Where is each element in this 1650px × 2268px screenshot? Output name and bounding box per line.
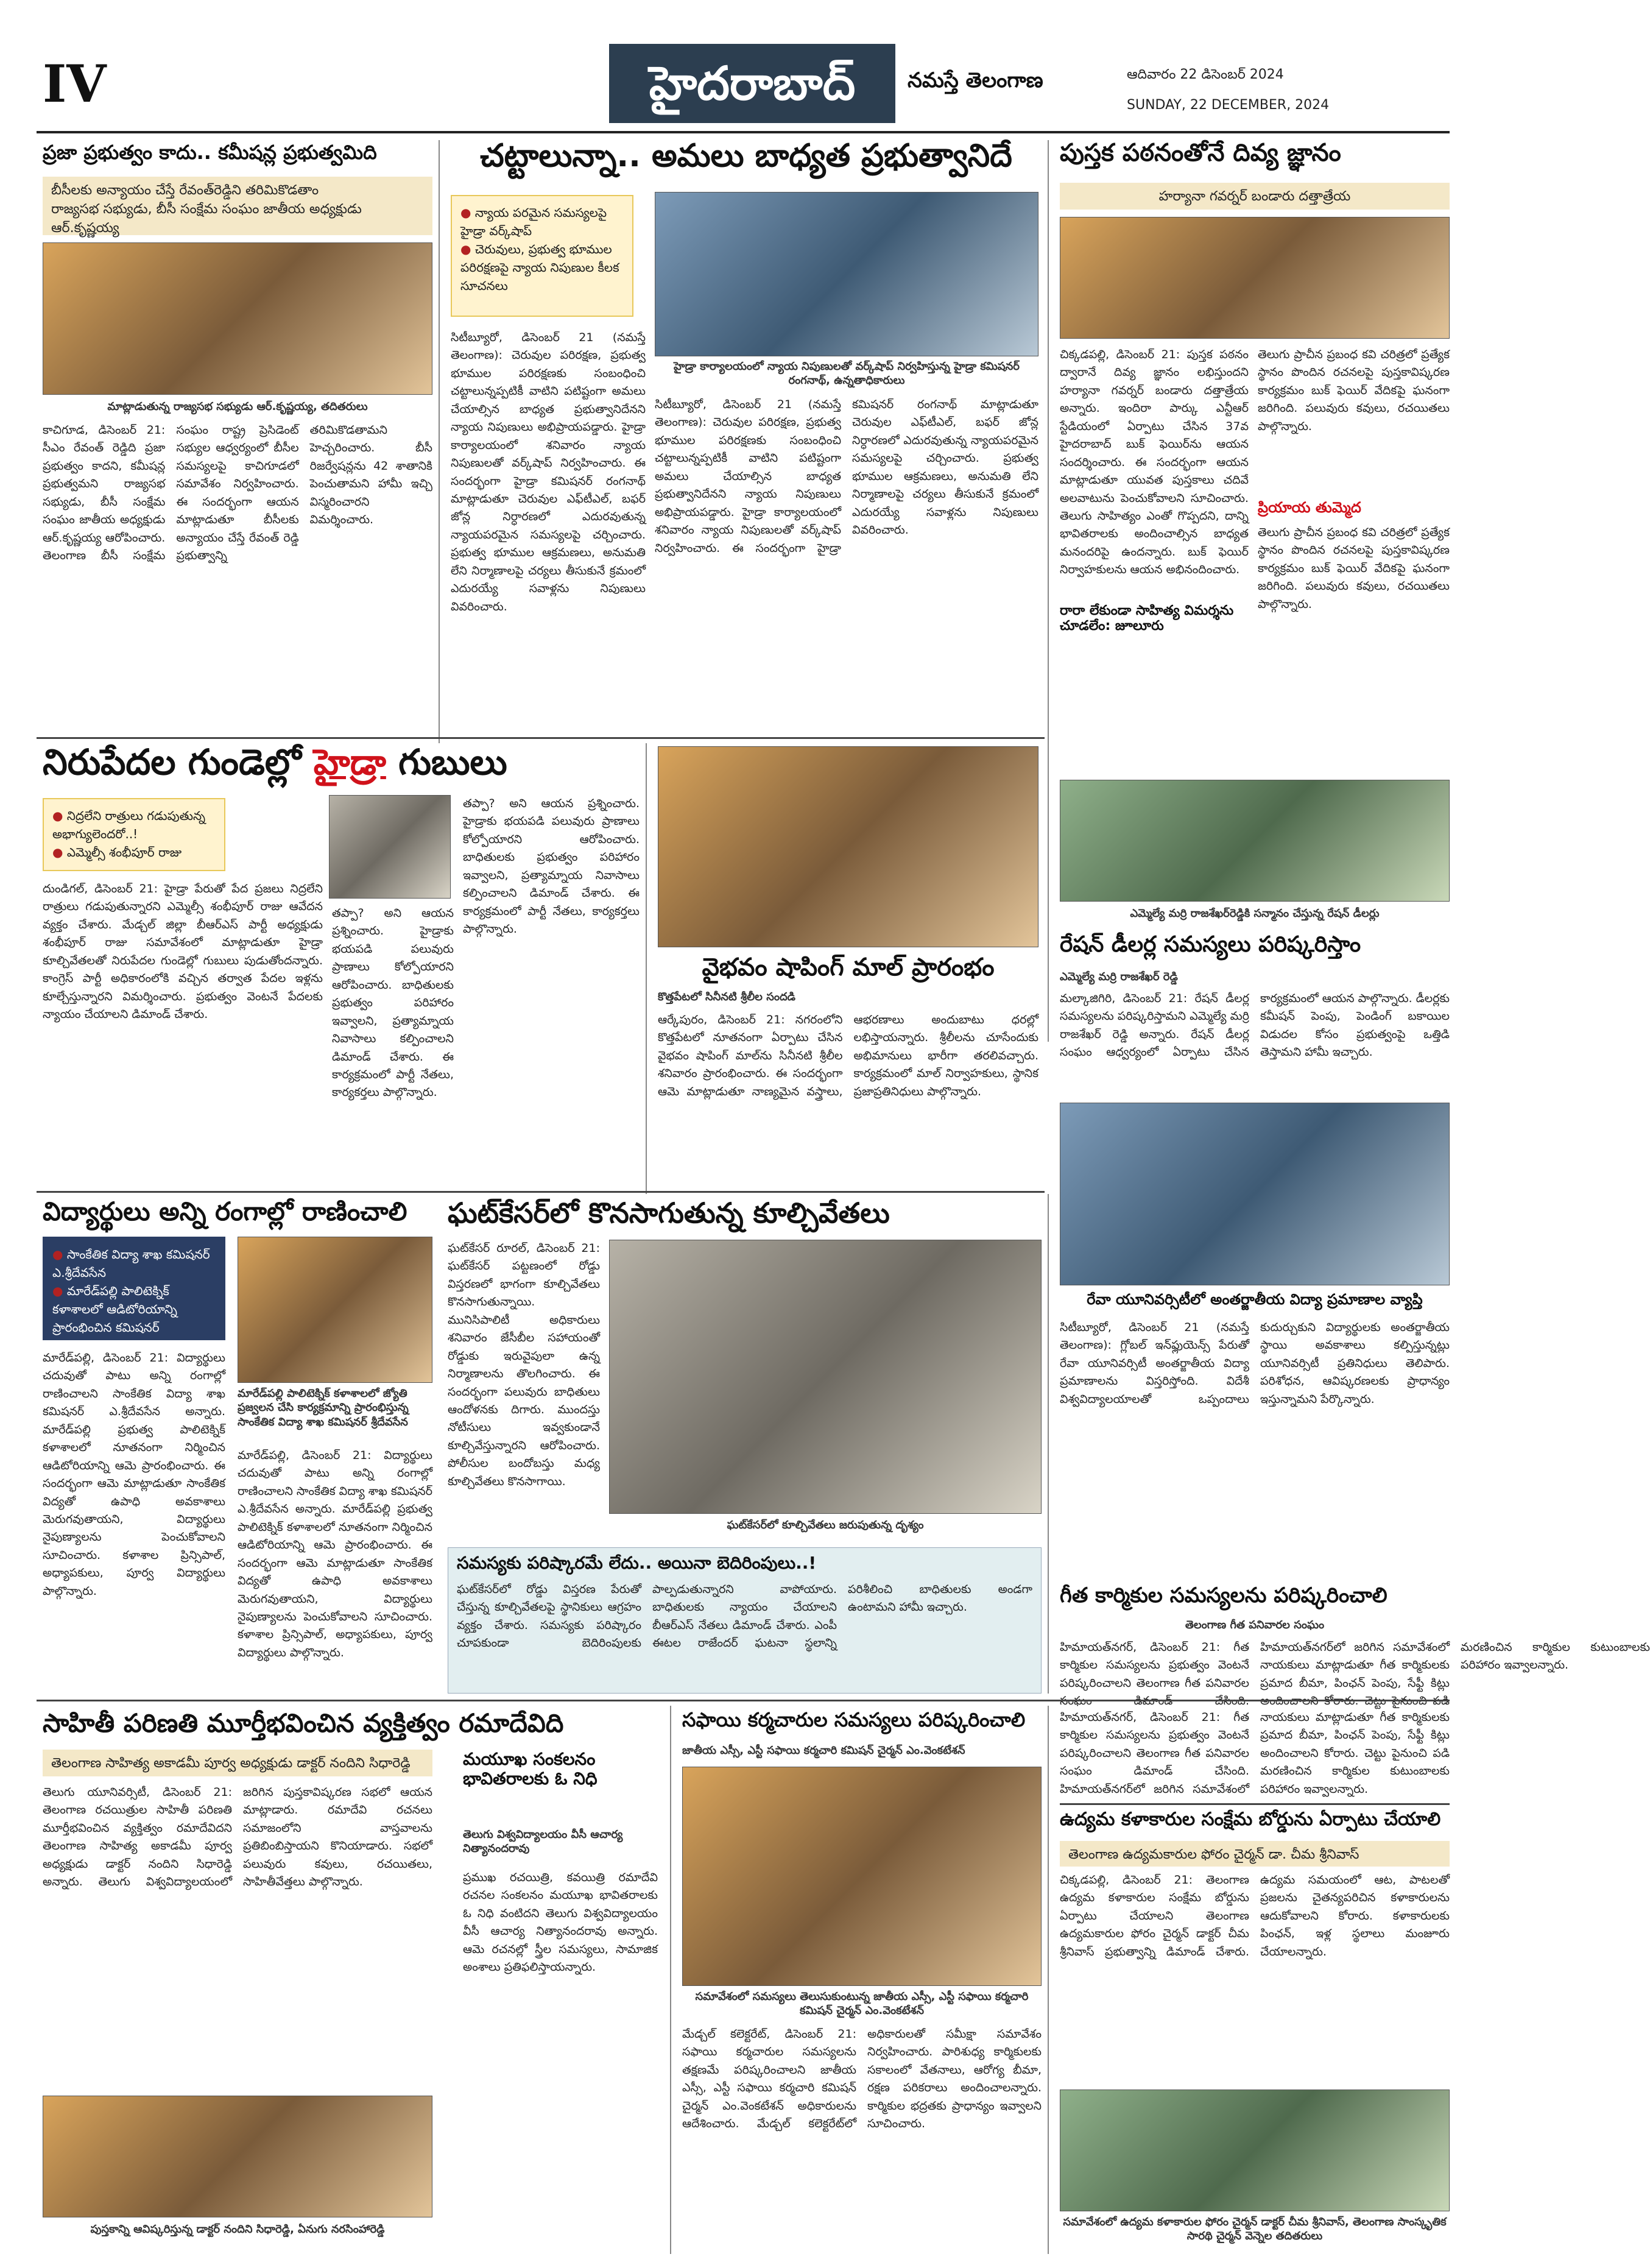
date-english: SUNDAY, 22 DECEMBER, 2024	[1127, 97, 1330, 113]
story4-body-cont: తప్పా? అని ఆయన ప్రశ్నించారు. హైడ్రాకు భయపడి పలువురు ప్రాణాలు కోల్పోయారని ఆరోపించారు. బాధితులకు ప్రభుత్వం పరిహారం ఇవ్వాలని, ప్రత్యామ్నాయ నివాసాలు కల్పించాలని డిమాండ్ చేశారు. ఈ కార్యక్రమంలో పార్టీ నేతలు, కార్యకర్తలు పాల్గొన్నారు.	[332, 906, 454, 1100]
story12-side-body: ప్రముఖ రచయిత్రి, కవయిత్రి రమాదేవి రచనల సంకలనం మయూఖ భావితరాలకు ఓ నిధి వంటిదని తెలుగు విశ్వవిద్యాలయం వీసీ ఆచార్య నిత్యానందరావు అన్నారు. ఆమె రచనల్లో స్త్రీల సమస్యలు, సామాజిక అంశాలు ప్రతిఫలిస్తాయన్నారు.	[463, 1871, 658, 1974]
story8-photo-caption: ఎమ్మెల్యే మర్రి రాజశేఖర్‌రెడ్డికి సన్మానం చేస్తున్న రేషన్ డీలర్లు	[1130, 907, 1380, 920]
story2-bullet: ● చెరువులు, ప్రభుత్వ భూముల పరిరక్షణపై న్యాయ నిపుణుల కీలక సూచనలు	[460, 240, 624, 295]
story6-photo	[238, 1237, 432, 1383]
story1-body: కాచిగూడ, డిసెంబర్ 21: సీఎం రేవంత్ రెడ్డిది ప్రజా ప్రభుత్వం కాదని, కమీషన్ల ప్రభుత్వమని రాజ్యసభ సభ్యుడు, బీసీ సంక్షేమ సంఘం జాతీయ అధ్యక్షుడు ఆర్.కృష్ణయ్య ఆరోపించారు. తెలంగాణ బీసీ సంక్షేమ సంఘం రాష్ట్ర ప్రెసిడెంట్ సభ్యుల ఆధ్వర్యంలో బీసీల సమస్యలపై కాచిగూడలో సమావేశం నిర్వహించారు. ఈ సందర్భంగా ఆయన మాట్లాడుతూ బీసీలకు అన్యాయం చేస్తే రేవంత్ రెడ్డి ప్రభుత్వాన్ని తరిమికొడతామని హెచ్చరించారు. బీసీ రిజర్వేషన్లను 42 శాతానికి పెంచుతామని హామీ ఇచ్చి విస్మరించారని విమర్శించారు.	[43, 423, 432, 563]
header-rule	[37, 131, 1450, 133]
page-number: IV	[43, 54, 107, 114]
story2-headline: చట్టాలున్నా.. అమలు బాధ్యత ప్రభుత్వానిదే	[480, 138, 1012, 174]
story11-photo	[1060, 2090, 1450, 2211]
story3-side2-title: ప్రియాయ తుమ్మెద	[1258, 499, 1361, 516]
story4-headline	[43, 743, 640, 790]
story2-bullet: ● న్యాయ పరమైన సమస్యలపై హైడ్రా వర్క్‌షాప్	[460, 203, 624, 240]
story9-body: సిటీబ్యూరో, డిసెంబర్ 21 (నమస్తే తెలంగాణ): గ్లోబల్ ఇన్‌ఫ్లుయెన్స్ పేరుతో రేవా యూనివర్సిటీ అంతర్జాతీయ విద్యా ప్రమాణాలను విస్తరిస్తోంది. విదేశీ విశ్వవిద్యాలయాలతో ఒప్పందాలు కుదుర్చుకుని విద్యార్థులకు అంతర్జాతీయ స్థాయి అవకాశాలు కల్పిస్తున్నట్లు యూనివర్సిటీ ప్రతినిధులు తెలిపారు. పరిశోధన, ఆవిష్కరణలకు ప్రాధాన్యం ఇస్తున్నామని పేర్కొన్నారు.	[1060, 1321, 1450, 1406]
story12-photo	[43, 2096, 432, 2217]
story6-headline: విద్యార్థులు అన్ని రంగాల్లో రాణించాలి	[43, 1196, 407, 1226]
story5-headline: వైభవం షాపింగ్ మాల్ ప్రారంభం	[702, 953, 995, 981]
story3-body: చిక్కడపల్లి, డిసెంబర్ 21: పుస్తక పఠనం ద్వారానే దివ్య జ్ఞానం లభిస్తుందని హర్యానా గవర్నర్ బండారు దత్తాత్రేయ అన్నారు. ఇందిరా పార్కు ఎన్టీఆర్ స్టేడియంలో ఏర్పాటు చేసిన 37వ హైదరాబాద్ బుక్ ఫెయిర్‌ను ఆయన సందర్శించారు. ఈ సందర్భంగా ఆయన మాట్లాడుతూ యువత పుస్తకాలు చదివే అలవాటును పెంచుకోవాలని సూచించారు. తెలుగు సాహిత్యం ఎంతో గొప్పదని, దాన్ని భావితరాలకు అందించాల్సిన బాధ్యత మనందరిపై ఉందన్నారు. బుక్ ఫెయిర్ నిర్వాహకులను ఆయన అభినందించారు.	[1060, 348, 1249, 577]
story9-caption: రేవా యూనివర్సిటీలో అంతర్జాతీయ విద్యా ప్రమాణాల వ్యాప్తి	[1087, 1291, 1423, 1308]
story6-bullet: ● సాంకేతిక విద్యా శాఖ కమిషనర్ ఎ.శ్రీదేవసేన	[52, 1245, 216, 1282]
story3-body-cont: తెలుగు ప్రాచీన ప్రబంధ కవి చరిత్రలో ప్రత్యేక స్థానం పొందిన రచనలపై పుస్తకావిష్కరణ కార్యక్రమం బుక్ ఫెయిర్ వేదికపై ఘనంగా జరిగింది. పలువురు కవులు, రచయితలు పాల్గొన్నారు.	[1258, 348, 1450, 433]
story10-sub: తెలంగాణ గీత పనివారల సంఘం	[1185, 1619, 1325, 1631]
story6-caption: మారేడ్‌పల్లి పాలిటెక్నిక్ కళాశాలలో జ్యోతి ప్రజ్వలన చేసి కార్యక్రమాన్ని ప్రారంభిస్తున్న సాంకేతిక విద్యా శాఖ కమిషనర్ శ్రీదేవసేన	[238, 1387, 409, 1429]
story4-body2: తప్పా? అని ఆయన ప్రశ్నించారు. హైడ్రాకు భయపడి పలువురు ప్రాణాలు కోల్పోయారని ఆరోపించారు. బాధితులకు ప్రభుత్వం పరిహారం ఇవ్వాలని, ప్రత్యామ్నాయ నివాసాలు కల్పించాలని డిమాండ్ చేశారు. ఈ కార్యక్రమంలో పార్టీ నేతలు, కార్యకర్తలు పాల్గొన్నారు.	[463, 797, 640, 936]
story13-sub: జాతీయ ఎస్సీ, ఎస్టీ సఫాయి కర్మచారి కమిషన్ చైర్మన్ ఎం.వెంకటేశన్	[682, 1744, 965, 1757]
story7-photo	[609, 1240, 1042, 1514]
story4-body: దుండిగల్, డిసెంబర్ 21: హైడ్రా పేరుతో పేద ప్రజలు నిద్రలేని రాత్రులు గడుపుతున్నారని ఎమ్మెల్సీ శంభీపూర్ రాజు ఆవేదన వ్యక్తం చేశారు. మేడ్చల్ జిల్లా బీఆర్ఎస్ పార్టీ అధ్యక్షుడు శంభీపూర్ రాజు సమావేశంలో మాట్లాడుతూ హైడ్రా కూల్చివేతలతో నిరుపేదల గుండెల్లో గుబులు పుడుతోందన్నారు. కాంగ్రెస్ పార్టీ అధికారంలోకి వచ్చిన తర్వాత పేదల ఇళ్లను కూల్చేస్తున్నారని విమర్శించారు. ప్రభుత్వం వెంటనే పేదలకు న్యాయం చేయాలని డిమాండ్ చేశారు.	[43, 882, 323, 1022]
story13-caption: సమావేశంలో సమస్యలు తెలుసుకుంటున్న జాతీయ ఎస్సీ, ఎస్టీ సఫాయి కర్మచారి కమిషన్ చైర్మన్ ఎం.వెంకటేశన్	[695, 1990, 1029, 2018]
story12-body: తెలుగు యూనివర్సిటీ, డిసెంబర్ 21: తెలంగాణ రచయిత్రుల సాహితీ పరిణతి మూర్తీభవించిన వ్యక్తిత్వం రమాదేవిదని తెలంగాణ సాహిత్య అకాడమీ పూర్వ అధ్యక్షుడు డాక్టర్ నందిని సిధారెడ్డి అన్నారు. తెలుగు విశ్వవిద్యాలయంలో జరిగిన పుస్తకావిష్కరణ సభలో ఆయన మాట్లాడారు. రమాదేవి రచనలు సమాజంలోని వాస్తవాలను ప్రతిబింబిస్తాయని కొనియాడారు. సభలో పలువురు కవులు, రచయితలు, సాహితీవేత్తలు పాల్గొన్నారు.	[43, 1786, 432, 1889]
story12-side-title: మయూఖ సంకలనం భావితరాలకు ఓ నిధి	[463, 1749, 598, 1789]
story5-photo	[658, 746, 1038, 947]
column-rule	[646, 743, 647, 1194]
story4-headline-part1: నిరుపేదల గుండెల్లో	[43, 741, 301, 783]
story1-photo	[43, 242, 432, 395]
section-rule	[37, 1191, 1045, 1193]
column-rule	[1048, 1194, 1049, 1694]
story2-body-cont: సిటీబ్యూరో, డిసెంబర్ 21 (నమస్తే తెలంగాణ): చెరువుల పరిరక్షణ, ప్రభుత్వ భూముల పరిరక్షణకు సంబంధించి చట్టాలున్నప్పటికీ వాటిని పటిష్టంగా అమలు చేయాల్సిన బాధ్యత ప్రభుత్వానిదేనని న్యాయ నిపుణులు అభిప్రాయపడ్డారు. హైడ్రా కార్యాలయంలో శనివారం న్యాయ నిపుణులతో వర్క్‌షాప్ నిర్వహించారు. ఈ సందర్భంగా హైడ్రా కమిషనర్ రంగనాథ్ మాట్లాడుతూ చెరువుల ఎఫ్‌టీఎల్, బఫర్ జోన్ల నిర్ధారణలో ఎదురవుతున్న న్యాయపరమైన సమస్యలపై చర్చించారు. ప్రభుత్వ భూముల ఆక్రమణలు, అనుమతి లేని నిర్మాణాలపై చర్యలు తీసుకునే క్రమంలో ఎదురయ్యే సవాళ్లను నిపుణులు వివరించారు.	[655, 398, 1038, 555]
story8-body: మల్కాజిగిరి, డిసెంబర్ 21: రేషన్ డీలర్ల సమస్యలను పరిష్కరిస్తామని ఎమ్మెల్యే మర్రి రాజశేఖర్ రెడ్డి అన్నారు. రేషన్ డీలర్ల సంఘం ఆధ్వర్యంలో ఏర్పాటు చేసిన కార్యక్రమంలో ఆయన పాల్గొన్నారు. డీలర్లకు కమీషన్ పెంపు, పెండింగ్ బకాయిల విడుదల కోసం ప్రభుత్వంపై ఒత్తిడి తెస్తామని హామీ ఇచ్చారు.	[1060, 992, 1450, 1059]
story2-body: సిటీబ్యూరో, డిసెంబర్ 21 (నమస్తే తెలంగాణ): చెరువుల పరిరక్షణ, ప్రభుత్వ భూముల పరిరక్షణకు సంబంధించి చట్టాలున్నప్పటికీ వాటిని పటిష్టంగా అమలు చేయాల్సిన బాధ్యత ప్రభుత్వానిదేనని న్యాయ నిపుణులు అభిప్రాయపడ్డారు. హైడ్రా కార్యాలయంలో శనివారం న్యాయ నిపుణులతో వర్క్‌షాప్ నిర్వహించారు. ఈ సందర్భంగా హైడ్రా కమిషనర్ రంగనాథ్ మాట్లాడుతూ చెరువుల ఎఫ్‌టీఎల్, బఫర్ జోన్ల నిర్ధారణలో ఎదురవుతున్న న్యాయపరమైన సమస్యలపై చర్చించారు. ప్రభుత్వ భూముల ఆక్రమణలు, అనుమతి లేని నిర్మాణాలపై చర్యలు తీసుకునే క్రమంలో ఎదురయ్యే సవాళ్లను నిపుణులు వివరించారు.	[451, 331, 646, 613]
story1-subheads	[43, 177, 432, 235]
story6-bullet: ● మారేడ్‌పల్లి పాలిటెక్నిక్ కళాశాలలో ఆడిటోరియాన్ని ప్రారంభించిన కమిషనర్	[52, 1282, 216, 1337]
story7-headline: ఘట్‌కేసర్‌లో కొనసాగుతున్న కూల్చివేతలు	[448, 1196, 890, 1229]
section-rule	[1060, 1803, 1450, 1805]
section-title: హైదరాబాద్	[609, 44, 895, 123]
story10-body: హిమాయత్‌నగర్, డిసెంబర్ 21: గీత కార్మికుల సమస్యలను ప్రభుత్వం వెంటనే పరిష్కరించాలని తెలంగాణ గీత పనివారల హిమాయత్‌నగర్‌లో జరిగిన సమావేశంలో నాయకులు మాట్లాడుతూ గీత కార్మికులకు ప్రమాద బీమా, పింఛన్ పెంపు, సేఫ్టీ కిట్లు మరణించిన కార్మికుల కుటుంబాలకు పరిహారం ఇవ్వాలన్నారు.	[1060, 1641, 1650, 1690]
column-rule	[439, 140, 440, 743]
story4-bullet: ● ఎమ్మెల్సీ శంభీపూర్ రాజు	[52, 843, 216, 861]
story10-headline: గీత కార్మికుల సమస్యలను పరిష్కరించాలి	[1060, 1583, 1387, 1608]
story6-bullets	[43, 1237, 225, 1340]
section-rule	[37, 1700, 1450, 1701]
story7-sub-body: ఘట్‌కేసర్‌లో రోడ్డు విస్తరణ పేరుతో చేస్తున్న కూల్చివేతలపై స్థానికులు ఆగ్రహం వ్యక్తం చేశారు. సమస్యకు పరిష్కారం చూపకుండా బెదిరింపులకు పాల్పడుతున్నారని వాపోయారు. బాధితులకు న్యాయం చేయాలని బీఆర్ఎస్ నేతలు డిమాండ్ చేశారు. ఎంపీ ఈటల రాజేందర్ ఘటనా స్థలాన్ని పరిశీలించి బాధితులకు అండగా ఉంటామని హామీ ఇచ్చారు.	[457, 1583, 1032, 1650]
story11-headline: ఉద్యమ కళాకారుల సంక్షేమ బోర్డును ఏర్పాటు చేయాలి	[1060, 1809, 1441, 1830]
column-rule	[1048, 1706, 1049, 2254]
column-rule	[1048, 140, 1049, 1042]
story4-headline-part2: గుబులు	[398, 741, 507, 783]
story3-side2-body: తెలుగు ప్రాచీన ప్రబంధ కవి చరిత్రలో ప్రత్యేక స్థానం పొందిన రచనలపై పుస్తకావిష్కరణ కార్యక్రమం బుక్ ఫెయిర్ వేదికపై ఘనంగా జరిగింది. పలువురు కవులు, రచయితలు పాల్గొన్నారు.	[1258, 526, 1450, 611]
story11-sub: తెలంగాణ ఉద్యమకారుల ఫోరం చైర్మన్ డా. చీమ శ్రీనివాస్	[1060, 1841, 1450, 1867]
story1-headline: ప్రజా ప్రభుత్వం కాదు.. కమీషన్ల ప్రభుత్వమిది	[43, 141, 377, 164]
story12-caption: పుస్తకాన్ని ఆవిష్కరిస్తున్న డాక్టర్ నందిని సిధారెడ్డి, ఏనుగు నరసింహారెడ్డి	[90, 2223, 385, 2236]
story13-headline: సఫాయి కర్మచారుల సమస్యలు పరిష్కరించాలి	[682, 1708, 1026, 1731]
story7-body: ఘట్‌కేసర్ రూరల్, డిసెంబర్ 21: ఘట్‌కేసర్ పట్టణంలో రోడ్డు విస్తరణలో భాగంగా కూల్చివేతలు కొనసాగుతున్నాయి. మునిసిపాలిటీ అధికారులు శనివారం జేసీబీల సహాయంతో రోడ్డుకు ఇరువైపులా ఉన్న నిర్మాణాలను తొలగించారు. ఈ సందర్భంగా పలువురు బాధితులు ఆందోళనకు దిగారు. ముందస్తు నోటీసులు ఇవ్వకుండానే కూల్చివేస్తున్నారని ఆరోపించారు. పోలీసుల బందోబస్తు మధ్య కూల్చివేతలు కొనసాగాయి.	[448, 1242, 600, 1488]
story7-caption: ఘట్‌కేసర్‌లో కూల్చివేతలు జరుపుతున్న దృశ్యం	[727, 1519, 924, 1531]
story3-sub: హర్యానా గవర్నర్ బండారు దత్తాత్రేయ	[1060, 183, 1450, 210]
story6-body-cont: మారేడ్‌పల్లి, డిసెంబర్ 21: విద్యార్థులు చదువుతో పాటు అన్ని రంగాల్లో రాణించాలని సాంకేతిక విద్యా శాఖ కమిషనర్ ఎ.శ్రీదేవసేన అన్నారు. మారేడ్‌పల్లి ప్రభుత్వ పాలిటెక్నిక్ కళాశాలలో నూతనంగా నిర్మించిన ఆడిటోరియాన్ని ఆమె ప్రారంభించారు. ఈ సందర్భంగా ఆమె మాట్లాడుతూ సాంకేతిక విద్యతో ఉపాధి అవకాశాలు మెరుగవుతాయని, విద్యార్థులు నైపుణ్యాలను పెంచుకోవాలని సూచించారు. కళాశాల ప్రిన్సిపాల్, అధ్యాపకులు, పూర్వ విద్యార్థులు పాల్గొన్నారు.	[238, 1449, 433, 1659]
story10-body-cont: హిమాయత్‌నగర్, డిసెంబర్ 21: గీత కార్మికుల సమస్యలను ప్రభుత్వం వెంటనే పరిష్కరించాలని తెలంగాణ గీత పనివారల సంఘం డిమాండ్ చేసింది. హిమాయత్‌నగర్‌లో జరిగిన సమావేశంలో నాయకులు మాట్లాడుతూ గీత కార్మికులకు ప్రమాద బీమా, పింఛన్ పెంపు, సేఫ్టీ కిట్లు అందించాలని కోరారు. చెట్టు పైనుంచి పడి మరణించిన కార్మికుల కుటుంబాలకు పరిహారం ఇవ్వాలన్నారు.	[1060, 1711, 1450, 1796]
story8-headline: రేషన్ డీలర్ల సమస్యలు పరిష్కరిస్తాం	[1060, 932, 1361, 957]
story4-portrait	[329, 795, 451, 899]
story5-body: ఆర్కేపురం, డిసెంబర్ 21: నగరంలోని కొత్తపేటలో నూతనంగా ఏర్పాటు చేసిన వైభవం షాపింగ్ మాల్‌ను సినీనటి శ్రీలీల శనివారం ప్రారంభించారు. ఈ సందర్భంగా ఆమె మాట్లాడుతూ నాణ్యమైన వస్త్రాలు, ఆభరణాలు అందుబాటు ధరల్లో లభిస్తాయన్నారు. శ్రీలీలను చూసేందుకు అభిమానులు భారీగా తరలివచ్చారు. కార్యక్రమంలో మాల్ నిర్వాహకులు, స్థానిక ప్రజాప్రతినిధులు పాల్గొన్నారు.	[658, 1013, 1038, 1098]
story12-side-sub: తెలుగు విశ్వవిద్యాలయం వీసీ ఆచార్య నిత్యానందరావు	[463, 1828, 623, 1856]
story3-photo	[1060, 217, 1450, 339]
story13-body: మేడ్చల్ కలెక్టరేట్, డిసెంబర్ 21: సఫాయి కర్మచారుల సమస్యలను తక్షణమే పరిష్కరించాలని జాతీయ ఎస్సీ, ఎస్టీ సఫాయి కర్మచారి కమిషన్ చైర్మన్ ఎం.వెంకటేశన్ అధికారులను ఆదేశించారు. మేడ్చల్ కలెక్టరేట్‌లో అధికారులతో సమీక్షా సమావేశం నిర్వహించారు. పారిశుధ్య కార్మికులకు సకాలంలో వేతనాలు, ఆరోగ్య బీమా, రక్షణ పరికరాలు అందించాలన్నారు. కార్మికుల భద్రతకు ప్రాధాన్యం ఇవ్వాలని సూచించారు.	[682, 2027, 1042, 2131]
story9-photo	[1060, 1103, 1450, 1285]
story2-bullets	[451, 195, 633, 317]
date-telugu: ఆదివారం 22 డిసెంబర్ 2024	[1127, 67, 1284, 82]
story1-caption: మాట్లాడుతున్న రాజ్యసభ సభ్యుడు ఆర్.కృష్ణయ్య, తదితరులు	[107, 400, 368, 413]
story12-headline: సాహితీ పరిణతి మూర్తీభవించిన వ్యక్తిత్వం రమాదేవిది	[43, 1708, 564, 1738]
story5-sub: కొత్తపేటలో సినీనటి శ్రీలీల సందడి	[658, 991, 795, 1003]
story2-caption: హైడ్రా కార్యాలయంలో న్యాయ నిపుణులతో వర్క్‌షాప్ నిర్వహిస్తున్న హైడ్రా కమిషనర్ రంగనాథ్, ఉన్నతాధికారులు	[674, 360, 1020, 387]
story13-photo	[682, 1767, 1042, 1986]
story3-side-title: రారా లేకుండా సాహిత్య విమర్శను చూడలేం: జూలూరు	[1060, 603, 1234, 634]
paper-name: నమస్తే తెలంగాణ	[908, 68, 1043, 93]
story2-photo	[655, 192, 1038, 356]
column-rule	[670, 1706, 671, 2254]
story11-body: చిక్కడపల్లి, డిసెంబర్ 21: తెలంగాణ ఉద్యమ కళాకారుల సంక్షేమ బోర్డును ఏర్పాటు చేయాలని తెలంగాణ ఉద్యమకారుల ఫోరం చైర్మన్ డాక్టర్ చీమ శ్రీనివాస్ ప్రభుత్వాన్ని డిమాండ్ చేశారు. ఉద్యమ సమయంలో ఆట, పాటలతో ప్రజలను చైతన్యపరిచిన కళాకారులను ఆదుకోవాలని కోరారు. కళాకారులకు పింఛన్, ఇళ్ల స్థలాలు మంజూరు చేయాలన్నారు.	[1060, 1873, 1450, 1959]
story8-photo	[1060, 780, 1450, 902]
story4-bullets	[43, 798, 225, 871]
story6-body: మారేడ్‌పల్లి, డిసెంబర్ 21: విద్యార్థులు చదువుతో పాటు అన్ని రంగాల్లో రాణించాలని సాంకేతిక విద్యా శాఖ కమిషనర్ ఎ.శ్రీదేవసేన అన్నారు. మారేడ్‌పల్లి ప్రభుత్వ పాలిటెక్నిక్ కళాశాలలో నూతనంగా నిర్మించిన ఆడిటోరియాన్ని ఆమె ప్రారంభించారు. ఈ సందర్భంగా ఆమె మాట్లాడుతూ సాంకేతిక విద్యతో ఉపాధి అవకాశాలు మెరుగవుతాయని, విద్యార్థులు నైపుణ్యాలను పెంచుకోవాలని సూచించారు. కళాశాల ప్రిన్సిపాల్, అధ్యాపకులు, పూర్వ విద్యార్థులు పాల్గొన్నారు.	[43, 1351, 225, 1598]
story7-sub-headline: సమస్యకు పరిష్కారమే లేదు.. అయినా బెదిరింపులు..!	[457, 1553, 817, 1573]
story3-headline: పుస్తక పఠనంతోనే దివ్య జ్ఞానం	[1060, 139, 1341, 167]
story8-sub: ఎమ్మెల్యే మర్రి రాజశేఖర్ రెడ్డి	[1060, 970, 1178, 983]
story4-headline-red: హైడ్రా	[313, 741, 386, 783]
story1-sub2: రాజ్యసభ సభ్యుడు, బీసీ సంక్షేమ సంఘం జాతీయ అధ్యక్షుడు ఆర్.కృష్ణయ్య	[51, 201, 362, 236]
story4-bullet: ● నిద్రలేని రాత్రులు గడుపుతున్న అభాగ్యులెందరో..!	[52, 807, 216, 843]
story12-sub: తెలంగాణ సాహిత్య అకాడమీ పూర్వ అధ్యక్షుడు డాక్టర్ నందిని సిధారెడ్డి	[43, 1750, 432, 1776]
story1-sub1: బీసీలకు అన్యాయం చేస్తే రేవంత్‌రెడ్డిని తరిమికొడతాం	[51, 183, 319, 198]
story11-caption: సమావేశంలో ఉద్యమ కళాకారుల ఫోరం చైర్మన్ డాక్టర్ చీమ శ్రీనివాస్, తెలంగాణ సాంస్కృతిక సారథి చైర్మన్ వెన్నెల తదితరులు	[1063, 2216, 1447, 2243]
section-rule	[37, 737, 1045, 739]
